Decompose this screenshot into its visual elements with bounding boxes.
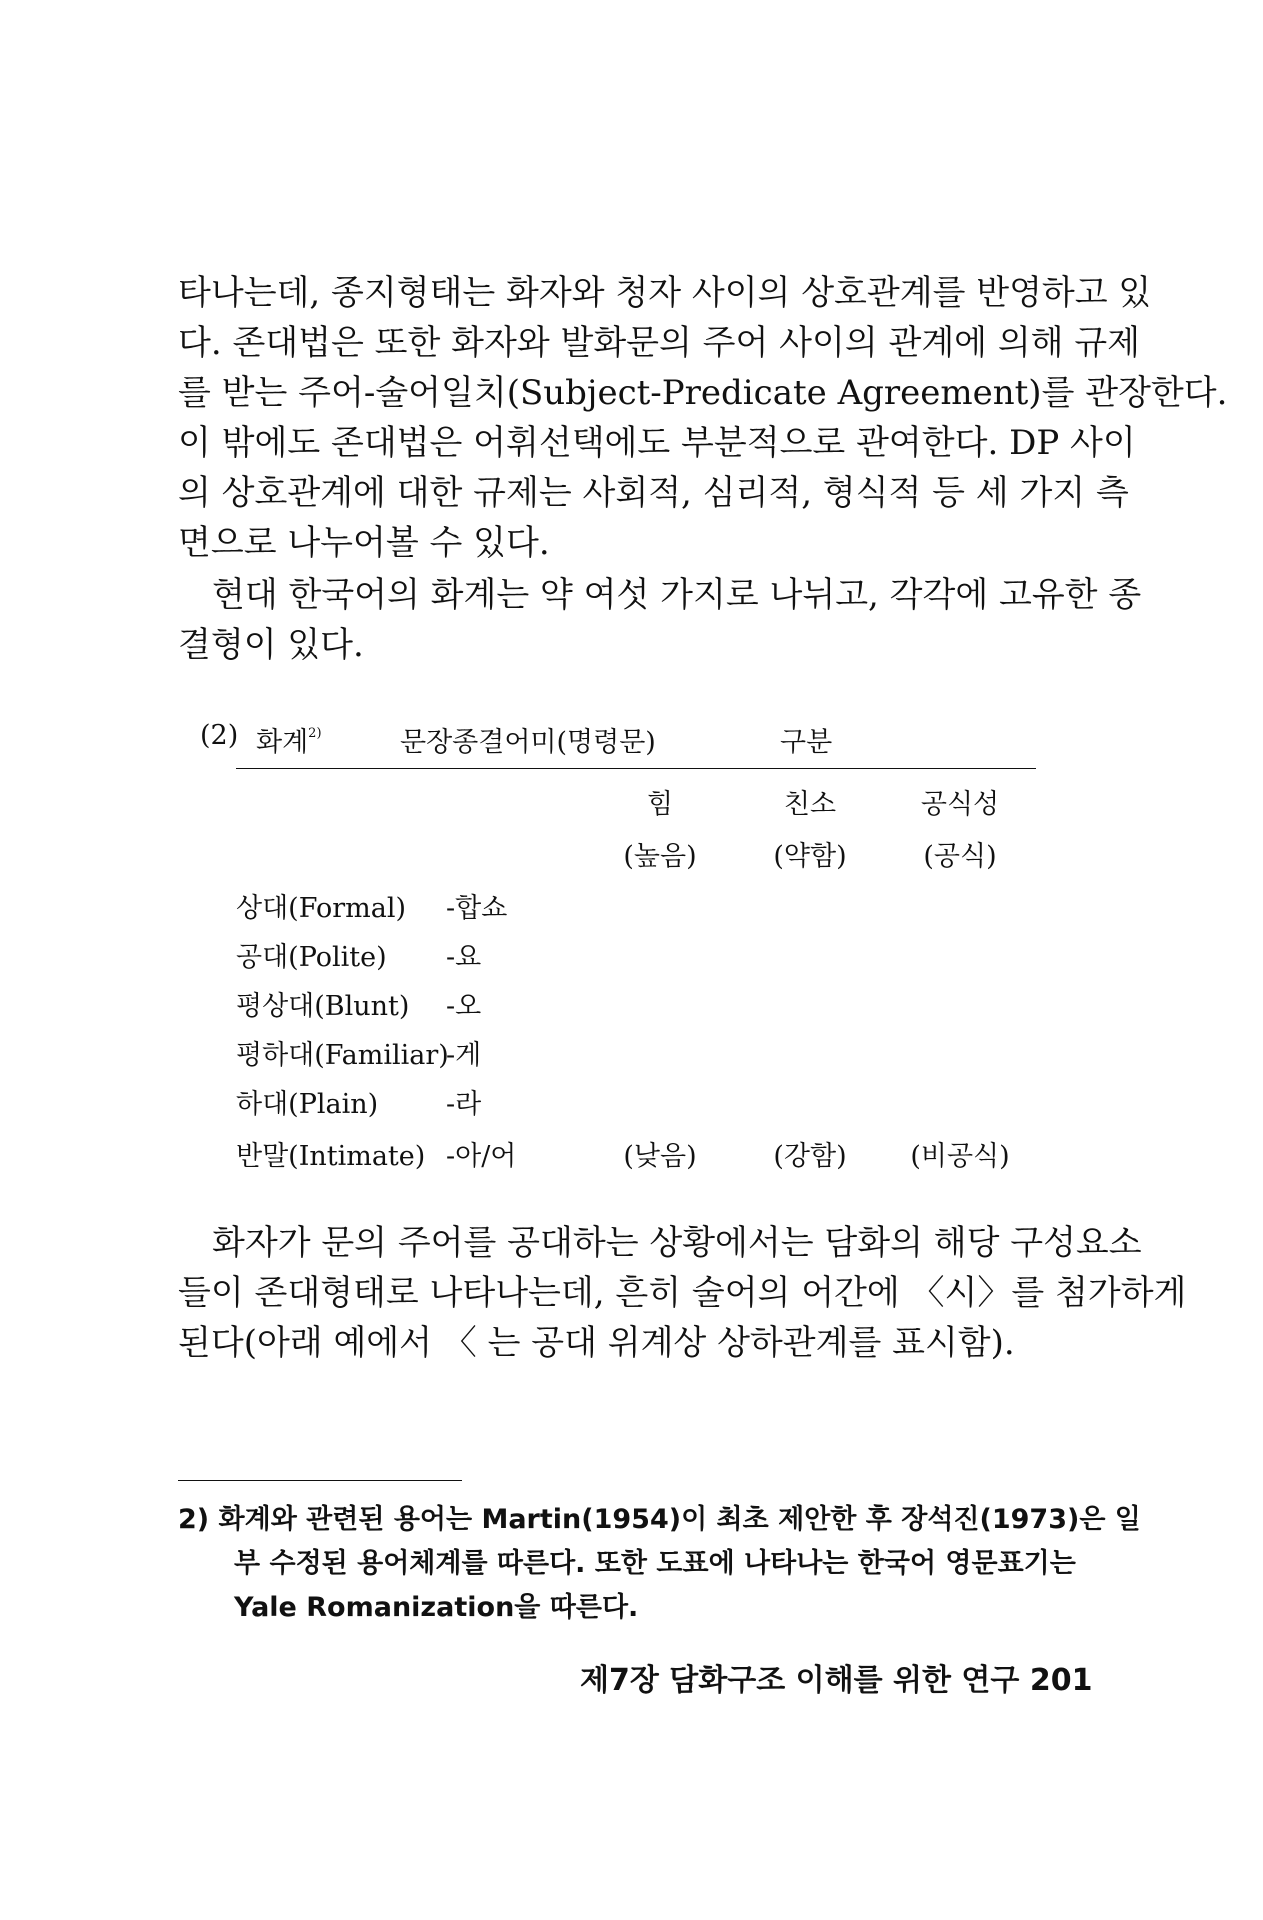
footnote-rule [178,1480,462,1481]
footnote-line: 부 수정된 용어체계를 따른다. 또한 도표에 나타나는 한국어 영문표기는 [234,1548,1076,1579]
footnote [178,1498,1141,1630]
body-paragraph-1 [178,268,1228,568]
footnote-line: Yale Romanization을 따른다. [234,1592,639,1623]
intimacy-range-top: (약함) [773,841,847,872]
body-paragraph-2 [178,570,1142,670]
paragraph-line: 를 받는 주어-술어일치(Subject-Predicate Agreement)를 관장한다. [178,373,1228,413]
paragraph-line: 이 밖에도 존대법은 어휘선택에도 부분적으로 관여한다. DP 사이 [178,423,1136,463]
paragraph-line: 화자가 문의 주어를 공대하는 상황에서는 담화의 해당 구성요소 [212,1223,1142,1263]
speech-level-plain: 하대(Plain) [236,1089,379,1120]
ending-formal: -합쇼 [446,893,508,924]
intimacy-range-bottom: (강함) [773,1141,847,1172]
ending-familiar: -게 [446,1040,482,1071]
speech-level-familiar: 평하대(Familiar) [236,1040,449,1071]
ending-intimate: -아/어 [446,1141,517,1172]
power-range-top: (높음) [623,841,697,872]
paragraph-line: 면으로 나누어볼 수 있다. [178,523,550,563]
paragraph-line: 타나는데, 종지형태는 화자와 청자 사이의 상호관계를 반영하고 있 [178,273,1152,313]
footnote-ref: 2) [308,726,322,741]
formality-range-top: (공식) [923,841,997,872]
speech-level-formal: 상대(Formal) [236,893,406,924]
paragraph-line: 다. 존대법은 또한 화자와 발화문의 주어 사이의 관계에 의해 규제 [178,323,1141,363]
example-number: (2) [200,720,239,751]
body-paragraph-3 [178,1218,1187,1368]
table-rule [236,768,1036,769]
power-header: 힘 [646,789,674,820]
category-header: 구분 [780,727,833,758]
formality-header: 공식성 [920,789,1000,820]
ending-header: 문장종결어미(명령문) [400,727,656,758]
paragraph-line: 현대 한국어의 화계는 약 여섯 가지로 나뉘고, 각각에 고유한 종 [212,575,1142,615]
speech-level-intimate: 반말(Intimate) [236,1141,426,1172]
paragraph-line: 의 상호관계에 대한 규제는 사회적, 심리적, 형식적 등 세 가지 측 [178,473,1129,513]
speech-level-blunt: 평상대(Blunt) [236,991,410,1022]
intimacy-header: 친소 [783,789,837,820]
ending-blunt: -오 [446,991,482,1022]
running-footer: 제7장 담화구조 이해를 위한 연구 201 [580,1663,1093,1698]
speech-level-header: 화계$^{2)}$ [256,726,322,758]
speech-level-polite: 공대(Polite) [236,942,387,973]
ending-polite: -요 [446,942,482,973]
footnote-line: 2) 화계와 관련된 용어는 Martin(1954)이 최초 제안한 후 장석진(1973)은 일 [178,1504,1141,1535]
paragraph-line: 된다(아래 예에서 〈 는 공대 위계상 상하관계를 표시함). [178,1323,1015,1363]
power-range-bottom: (낮음) [623,1141,697,1172]
formality-range-bottom: (비공식) [910,1141,1010,1172]
table-header [200,720,1040,764]
paragraph-line: 들이 존대형태로 나타나는데, 흔히 술어의 어간에 〈시〉를 첨가하게 [178,1273,1187,1313]
paragraph-line: 결형이 있다. [178,625,364,665]
ending-plain: -라 [446,1089,482,1120]
